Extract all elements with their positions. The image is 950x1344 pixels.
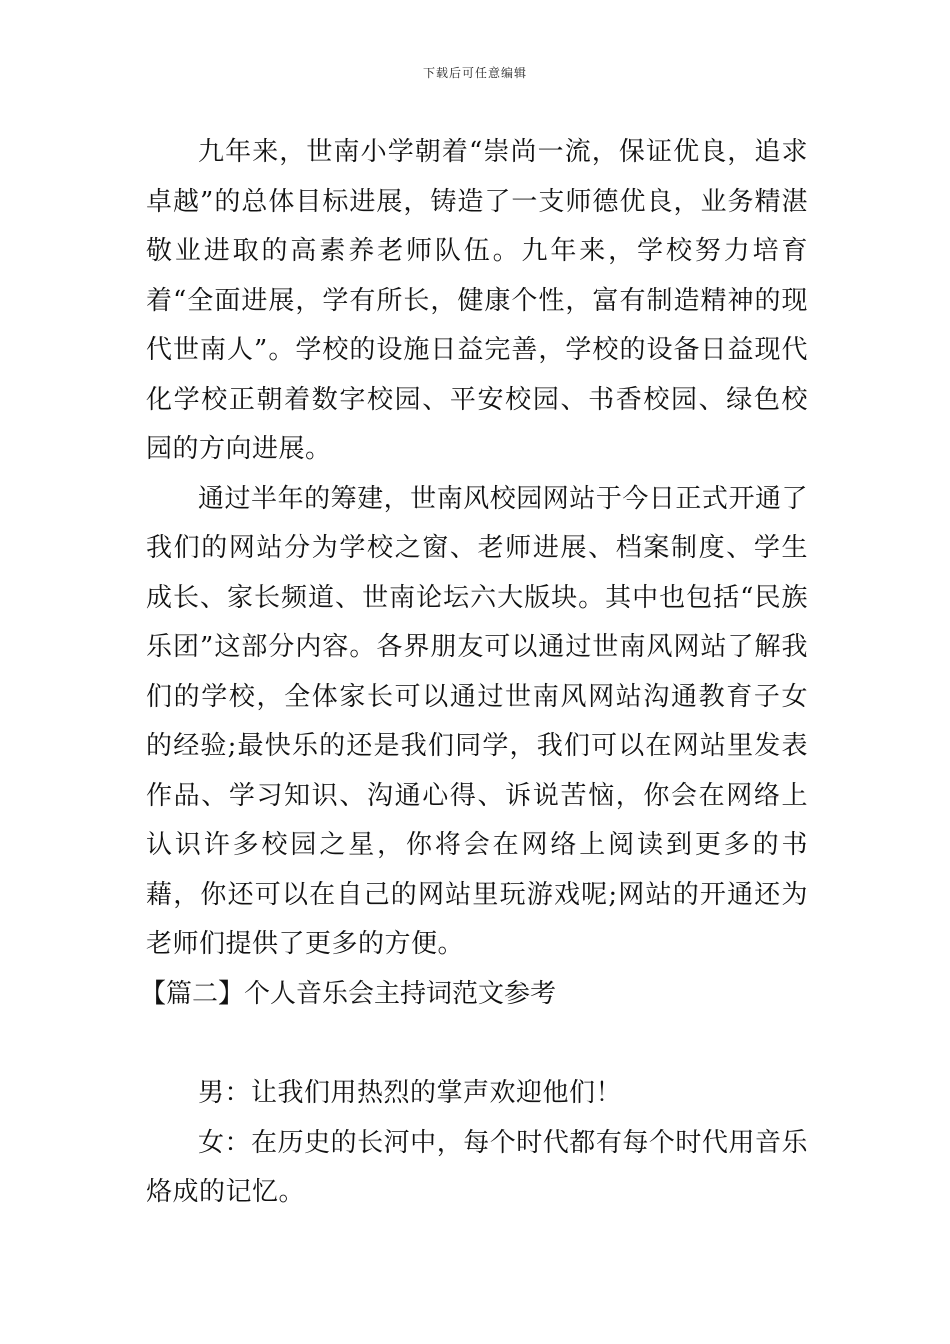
paragraph-school-development: 九年来，世南小学朝着“崇尚一流，保证优良，追求卓越”的总体目标进展，铸造了一支师德优良，业务精湛敬业进取的高素养老师队伍。九年来，学校努力培育着“全面进展，学有所长，健康个性，富有制造精神的现代世南人”。学校的设施日益完善，学校的设备日益现代化学校正朝着数字校园、平安校园、书香校园、绿色校园的方向进展。 bbox=[146, 137, 808, 464]
header-note: 下载后可任意编辑 bbox=[422, 66, 527, 80]
blank-line bbox=[146, 1019, 808, 1069]
document-body bbox=[140, 128, 808, 1218]
paragraph-website-launch: 通过半年的筹建，世南风校园网站于今日正式开通了我们的网站分为学校之窗、老师进展、档案制度、学生成长、家长频道、世南论坛六大版块。其中也包括“民族乐团”这部分内容。各界朋友可以通过世南风网站了解我们的学校，全体家长可以通过世南风网站沟通教育子女的经验;最快乐的还是我们同学，我们可以在网站里发表作品、学习知识、沟通心得、诉说苦恼，你会在网络上认识许多校园之星，你将会在网络上阅读到更多的书藉，你还可以在自己的网站里玩游戏呢;网站的开通还为老师们提供了更多的方便。 bbox=[146, 483, 808, 959]
paragraph-female-host: 女：在历史的长河中，每个时代都有每个时代用音乐烙成的记忆。 bbox=[146, 1127, 808, 1207]
section-heading: 【篇二】个人音乐会主持词范文参考 bbox=[140, 978, 557, 1009]
paragraph-male-host: 男：让我们用热烈的掌声欢迎他们！ bbox=[198, 1078, 623, 1108]
